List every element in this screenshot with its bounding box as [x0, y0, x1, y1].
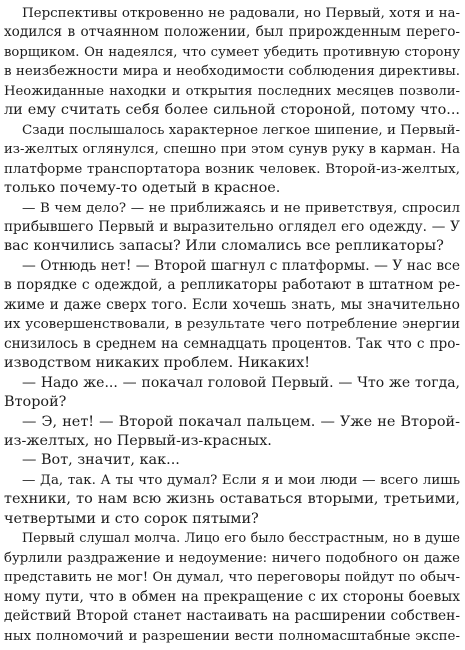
text-line: четвертыми и сто сорок пятыми? [4, 510, 259, 527]
text-line: прибывшего Первый и выразительно оглядел его одежду. — У [4, 219, 460, 235]
text-line: ному пути, что в обмен на прекращение с их стороны боевых [4, 588, 460, 605]
text-line: Первый слушал молча. Лицо его было бесстрастным, но в душе [22, 531, 460, 547]
text-line: ходился в отчаянном положении, был прирожденным перего- [4, 24, 460, 41]
text-line: — В чем дело? — не приближаясь и не приветствуя, спросил [22, 200, 460, 216]
text-line: Сзади послышалось характерное легкое шипение, и Первый- [22, 122, 460, 138]
text-line: — Отнюдь нет! — Второй шагнул с платформы. — У нас все [22, 257, 460, 274]
text-line: вас кончились запасы? Или сломались все репликаторы? [4, 238, 444, 255]
text-line: платформе транспортатора возник человек. Второй-из-желтых, [4, 161, 460, 177]
text-line: Второй? [4, 394, 67, 411]
text-line: из-желтых оглянулся, спешно при этом сунув руку в карман. На [4, 142, 460, 158]
text-line: Перспективы откровенно не радовали, но Первый, хотя и на- [22, 6, 460, 21]
text-line: их усовершенствовали, в результате чего потребление энергии [4, 317, 460, 333]
text-line: Неожиданные находки и открытия последних месяцев позволи- [4, 83, 460, 99]
text-line: в порядке с одеждой, а репликаторы работают в штатном ре- [4, 277, 460, 294]
text-line: только почему-то одетый в красное. [4, 180, 281, 197]
text-line: — Надо же... — покачал головой Первый. — Что же тогда, [22, 374, 460, 391]
text-line: техники, то нам всю жизнь оставаться вторыми, третьими, [4, 491, 460, 508]
text-line: жиме и даже сверх того. Если хочешь знать, мы значительно [4, 296, 460, 313]
text-line: бурлили раздражение и недоумение: ничего подобного он даже [4, 550, 460, 566]
text-line: представить не мог! Он думал, что переговоры пойдут по обыч- [4, 570, 460, 586]
text-line: ных полномочий и разрешении вести полномасштабные экспе- [4, 628, 460, 644]
text-line: ворщиком. Он надеялся, что сумеет убедить противную сторону [4, 44, 460, 60]
text-line: — Да, так. А ты что думал? Если я и мои люди — всего лишь [22, 472, 460, 488]
text-line: снизилось в среднем на семнадцать процентов. Так что с про- [4, 335, 460, 352]
text-line: — Э, нет! — Второй покачал пальцем. — Уже не Второй- [22, 413, 460, 430]
text-line: из-желтых, но Первый-из-красных. [4, 433, 272, 449]
text-line: в неизбежности мира и необходимости соблюдения директивы. [4, 64, 460, 80]
text-line: — Вот, значит, как... [22, 452, 180, 469]
text-line: ли ему считать себя более сильной стороной, потому что... [4, 102, 460, 119]
text-line: действий Второй станет настаивать на расширении собствен- [4, 608, 460, 625]
text-line: изводством никаких проблем. Никаких! [4, 355, 310, 372]
